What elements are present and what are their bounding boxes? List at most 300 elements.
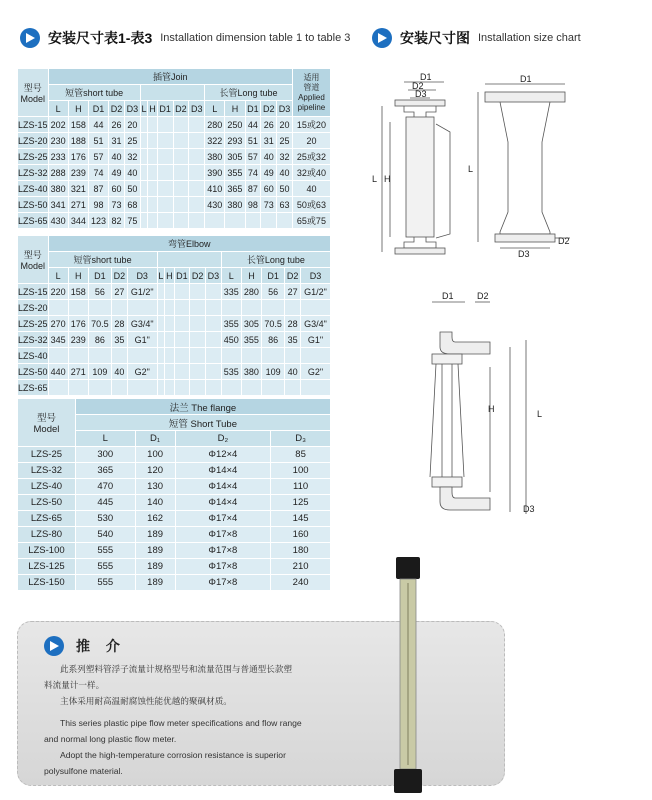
column-header: D1 <box>88 268 111 284</box>
value-cell: 355 <box>225 165 245 181</box>
column-header: D2 <box>261 101 277 117</box>
value-cell <box>165 300 174 316</box>
installation-diagram <box>360 62 640 522</box>
table-row <box>18 380 331 396</box>
value-cell: 180 <box>271 543 331 559</box>
value-cell: 158 <box>68 284 88 300</box>
value-cell: 98 <box>245 197 261 213</box>
value-cell <box>189 213 205 229</box>
value-cell: 280 <box>205 117 225 133</box>
value-cell <box>127 300 157 316</box>
value-cell: 26 <box>109 117 125 133</box>
value-cell <box>190 284 206 300</box>
header-title-en: Installation size chart <box>478 32 581 44</box>
table-row <box>18 559 331 575</box>
value-cell: G2" <box>301 364 331 380</box>
value-cell: 57 <box>88 149 108 165</box>
value-cell: 44 <box>245 117 261 133</box>
model-cell: LZS-40 <box>18 479 76 495</box>
arrow-right-icon <box>372 28 392 48</box>
table-row <box>18 149 331 165</box>
model-header: 型号 Model <box>18 236 49 284</box>
value-cell <box>241 300 261 316</box>
value-cell: 40 <box>109 149 125 165</box>
value-cell <box>157 380 165 396</box>
value-cell: 60 <box>261 181 277 197</box>
intro-en-line2: and normal long plastic flow meter. <box>44 734 177 744</box>
value-cell <box>221 380 241 396</box>
blank-header <box>157 252 221 268</box>
intro-zh-line3: 主体采用耐高温耐腐蚀性能优越的聚砜材质。 <box>60 696 232 706</box>
value-cell <box>140 117 148 133</box>
value-cell: Φ17×8 <box>175 527 271 543</box>
value-cell <box>174 300 190 316</box>
column-header: L <box>75 431 135 447</box>
value-cell: 65或75 <box>292 213 330 229</box>
intro-en-line1: This series plastic pipe flow meter specifications and flow range <box>60 718 302 728</box>
column-header: D₃ <box>271 431 331 447</box>
value-cell: 87 <box>88 181 108 197</box>
value-cell: 445 <box>75 495 135 511</box>
value-cell <box>190 300 206 316</box>
value-cell <box>190 316 206 332</box>
header-title-en: Installation dimension table 1 to table 3 <box>160 32 351 44</box>
label-d3-right: D3 <box>518 249 530 259</box>
column-header: D3 <box>206 268 222 284</box>
value-cell: 365 <box>75 463 135 479</box>
value-cell <box>285 380 301 396</box>
value-cell <box>174 284 190 300</box>
value-cell: 189 <box>135 527 175 543</box>
value-cell: 380 <box>241 364 261 380</box>
value-cell: 56 <box>88 284 111 300</box>
value-cell <box>173 213 189 229</box>
model-header: 型号 Model <box>18 399 76 447</box>
value-cell <box>173 117 189 133</box>
value-cell <box>301 380 331 396</box>
value-cell <box>206 284 222 300</box>
value-cell: 239 <box>68 165 88 181</box>
section-header-tables <box>20 28 350 48</box>
flange-meter-right-drawing <box>478 84 570 248</box>
value-cell: 51 <box>88 133 108 149</box>
label-d3: D3 <box>415 89 427 99</box>
value-cell <box>173 149 189 165</box>
value-cell: 250 <box>225 117 245 133</box>
value-cell <box>157 197 173 213</box>
value-cell <box>205 213 225 229</box>
intro-zh-line1: 此系列塑料管浮子流量计规格型号和流量范围与普通型长款塑 <box>60 664 293 674</box>
table-row <box>18 447 331 463</box>
value-cell: 56 <box>262 284 285 300</box>
value-cell <box>189 165 205 181</box>
value-cell: 390 <box>205 165 225 181</box>
value-cell <box>88 380 111 396</box>
value-cell <box>112 380 128 396</box>
column-header: D3 <box>124 101 140 117</box>
flow-meter-photo <box>390 557 426 793</box>
value-cell: 240 <box>271 575 331 591</box>
value-cell: 380 <box>48 181 68 197</box>
value-cell: 288 <box>48 165 68 181</box>
value-cell: G1" <box>127 332 157 348</box>
value-cell <box>165 380 174 396</box>
value-cell: G1" <box>301 332 331 348</box>
value-cell: 293 <box>225 133 245 149</box>
value-cell: 87 <box>245 181 261 197</box>
model-cell: LZS-50 <box>18 364 49 380</box>
value-cell: 25 <box>277 133 293 149</box>
value-cell: Φ14×4 <box>175 463 271 479</box>
join-dimension-table <box>17 68 331 229</box>
value-cell <box>68 380 88 396</box>
value-cell: 341 <box>48 197 68 213</box>
value-cell: 40 <box>124 165 140 181</box>
value-cell: G2" <box>127 364 157 380</box>
value-cell: 355 <box>241 332 261 348</box>
model-cell: LZS-65 <box>18 213 49 229</box>
table-row <box>18 213 331 229</box>
column-header: H <box>68 268 88 284</box>
value-cell <box>262 348 285 364</box>
value-cell: 40 <box>277 165 293 181</box>
value-cell <box>140 149 148 165</box>
value-cell: 109 <box>262 364 285 380</box>
value-cell: G3/4" <box>127 316 157 332</box>
value-cell <box>148 213 157 229</box>
value-cell: 220 <box>48 284 68 300</box>
value-cell: 176 <box>68 316 88 332</box>
table-row <box>18 511 331 527</box>
value-cell: 271 <box>68 364 88 380</box>
value-cell <box>157 284 165 300</box>
value-cell: 535 <box>221 364 241 380</box>
value-cell: 100 <box>135 447 175 463</box>
long-tube-header: 长管Long tube <box>221 252 330 268</box>
value-cell: 40 <box>285 364 301 380</box>
label-d2-elbow: D2 <box>477 291 489 301</box>
value-cell <box>262 300 285 316</box>
value-cell: 20 <box>292 133 330 149</box>
value-cell: 49 <box>261 165 277 181</box>
value-cell: 344 <box>68 213 88 229</box>
table-row <box>18 181 331 197</box>
value-cell: 70.5 <box>88 316 111 332</box>
value-cell: 123 <box>88 213 108 229</box>
value-cell <box>48 380 68 396</box>
group-header: 插管Join <box>48 69 292 85</box>
value-cell <box>157 300 165 316</box>
model-cell: LZS-25 <box>18 447 76 463</box>
value-cell: 345 <box>48 332 68 348</box>
value-cell: 140 <box>135 495 175 511</box>
column-header: D3 <box>127 268 157 284</box>
value-cell: 32 <box>124 149 140 165</box>
value-cell: 430 <box>48 213 68 229</box>
value-cell <box>88 300 111 316</box>
value-cell: 160 <box>271 527 331 543</box>
value-cell <box>173 133 189 149</box>
label-d2-right: D2 <box>558 236 570 246</box>
value-cell <box>157 133 173 149</box>
value-cell <box>190 332 206 348</box>
model-cell: LZS-15 <box>18 284 49 300</box>
value-cell <box>225 213 245 229</box>
value-cell: 188 <box>68 133 88 149</box>
value-cell: 189 <box>135 575 175 591</box>
column-header: L <box>205 101 225 117</box>
label-d1-right: D1 <box>520 74 532 84</box>
value-cell: 70.5 <box>262 316 285 332</box>
value-cell <box>157 332 165 348</box>
table-row <box>18 300 331 316</box>
model-cell: LZS-32 <box>18 463 76 479</box>
group-header: 法兰 The flange <box>75 399 330 415</box>
label-d1-elbow: D1 <box>442 291 454 301</box>
model-cell: LZS-50 <box>18 197 49 213</box>
model-cell: LZS-40 <box>18 181 49 197</box>
value-cell: 35 <box>285 332 301 348</box>
value-cell: 365 <box>225 181 245 197</box>
value-cell <box>157 117 173 133</box>
model-cell: LZS-25 <box>18 316 49 332</box>
value-cell: 25 <box>124 133 140 149</box>
value-cell: 32 <box>277 149 293 165</box>
column-header: L <box>140 101 148 117</box>
value-cell <box>140 197 148 213</box>
value-cell: G1/2" <box>127 284 157 300</box>
value-cell: 82 <box>109 213 125 229</box>
value-cell <box>241 348 261 364</box>
table-row <box>18 463 331 479</box>
column-header: D3 <box>301 268 331 284</box>
value-cell: G1/2" <box>301 284 331 300</box>
value-cell <box>48 300 68 316</box>
column-header: L <box>221 268 241 284</box>
value-cell: Φ12×4 <box>175 447 271 463</box>
value-cell <box>189 181 205 197</box>
header-title-zh: 安装尺寸图 <box>400 30 470 46</box>
label-h-elbow: H <box>488 404 495 414</box>
value-cell <box>301 348 331 364</box>
value-cell: 32或40 <box>292 165 330 181</box>
column-header: D3 <box>277 101 293 117</box>
value-cell: 430 <box>205 197 225 213</box>
column-header: D2 <box>285 268 301 284</box>
table-row <box>18 575 331 591</box>
model-cell: LZS-32 <box>18 332 49 348</box>
value-cell: 74 <box>88 165 108 181</box>
value-cell: 202 <box>48 117 68 133</box>
value-cell: 100 <box>271 463 331 479</box>
model-cell: LZS-100 <box>18 543 76 559</box>
value-cell: 540 <box>75 527 135 543</box>
column-header: D1 <box>245 101 261 117</box>
value-cell: 239 <box>68 332 88 348</box>
value-cell: 305 <box>241 316 261 332</box>
label-l: L <box>372 174 378 184</box>
value-cell <box>148 149 157 165</box>
value-cell <box>285 348 301 364</box>
value-cell <box>140 213 148 229</box>
header-title-zh: 安装尺寸表1-表3 <box>48 30 153 46</box>
value-cell: 109 <box>88 364 111 380</box>
value-cell <box>157 213 173 229</box>
blank-header <box>140 85 204 101</box>
value-cell: 51 <box>245 133 261 149</box>
table-row <box>18 197 331 213</box>
value-cell: 555 <box>75 543 135 559</box>
value-cell <box>241 380 261 396</box>
value-cell <box>190 380 206 396</box>
value-cell: 230 <box>48 133 68 149</box>
value-cell: 44 <box>88 117 108 133</box>
value-cell: 25或32 <box>292 149 330 165</box>
value-cell: 233 <box>48 149 68 165</box>
value-cell: 98 <box>88 197 108 213</box>
value-cell: 73 <box>109 197 125 213</box>
column-header: D₁ <box>135 431 175 447</box>
value-cell: 145 <box>271 511 331 527</box>
value-cell <box>173 165 189 181</box>
value-cell: 440 <box>48 364 68 380</box>
value-cell: 86 <box>88 332 111 348</box>
value-cell <box>221 348 241 364</box>
label-d3-elbow: D3 <box>523 504 535 514</box>
elbow-dimension-table <box>17 235 331 396</box>
value-cell <box>148 165 157 181</box>
short-tube-header: 短管 Short Tube <box>75 415 330 431</box>
model-cell: LZS-15 <box>18 117 49 133</box>
pipeline-header: 适用 管道 Applied pipeline <box>292 69 330 117</box>
long-tube-header: 长管Long tube <box>205 85 293 101</box>
label-d2: D2 <box>412 81 424 91</box>
value-cell <box>165 316 174 332</box>
value-cell: 130 <box>135 479 175 495</box>
flange-meter-left-drawing <box>382 82 450 254</box>
value-cell <box>174 332 190 348</box>
column-header: H <box>165 268 174 284</box>
value-cell: 555 <box>75 575 135 591</box>
arrow-right-icon <box>44 636 64 656</box>
table-row <box>18 133 331 149</box>
value-cell <box>174 364 190 380</box>
value-cell: 86 <box>262 332 285 348</box>
value-cell: 49 <box>109 165 125 181</box>
column-header: D2 <box>190 268 206 284</box>
intro-panel <box>17 621 505 786</box>
column-header: D2 <box>112 268 128 284</box>
value-cell <box>190 348 206 364</box>
intro-en-line3: Adopt the high-temperature corrosion resistance is superior <box>60 750 286 760</box>
value-cell: 189 <box>135 559 175 575</box>
value-cell: 120 <box>135 463 175 479</box>
value-cell <box>190 364 206 380</box>
intro-title: 推 介 <box>44 636 126 656</box>
value-cell <box>301 300 331 316</box>
value-cell: 189 <box>135 543 175 559</box>
value-cell: 27 <box>112 284 128 300</box>
value-cell <box>262 380 285 396</box>
value-cell <box>148 197 157 213</box>
intro-en-line4: polysulfone material. <box>44 766 123 776</box>
value-cell <box>68 348 88 364</box>
column-header: D₂ <box>175 431 271 447</box>
model-cell: LZS-25 <box>18 149 49 165</box>
table-row <box>18 316 331 332</box>
label-l-right: L <box>468 164 474 174</box>
table-row <box>18 332 331 348</box>
model-header: 型号 Model <box>18 69 49 117</box>
value-cell <box>140 133 148 149</box>
value-cell: 270 <box>48 316 68 332</box>
column-header: L <box>48 101 68 117</box>
value-cell <box>157 165 173 181</box>
value-cell <box>174 380 190 396</box>
model-cell: LZS-65 <box>18 511 76 527</box>
column-header: D1 <box>174 268 190 284</box>
value-cell: 35 <box>112 332 128 348</box>
table-row <box>18 364 331 380</box>
intro-zh-line2: 料流量计一样。 <box>44 680 105 690</box>
value-cell: 27 <box>285 284 301 300</box>
model-cell: LZS-65 <box>18 380 49 396</box>
column-header: D1 <box>88 101 108 117</box>
value-cell: 450 <box>221 332 241 348</box>
value-cell <box>173 197 189 213</box>
value-cell: 40 <box>112 364 128 380</box>
value-cell: 305 <box>225 149 245 165</box>
value-cell <box>165 364 174 380</box>
table-row <box>18 284 331 300</box>
section-header-chart <box>372 28 581 48</box>
value-cell: 555 <box>75 559 135 575</box>
value-cell <box>157 316 165 332</box>
column-header: D1 <box>262 268 285 284</box>
value-cell <box>206 380 222 396</box>
value-cell: 31 <box>109 133 125 149</box>
value-cell <box>127 380 157 396</box>
value-cell <box>206 364 222 380</box>
value-cell: G3/4" <box>301 316 331 332</box>
value-cell <box>206 332 222 348</box>
value-cell <box>140 181 148 197</box>
table-row <box>18 117 331 133</box>
value-cell <box>157 348 165 364</box>
value-cell <box>285 300 301 316</box>
value-cell: 40 <box>292 181 330 197</box>
value-cell: Φ17×4 <box>175 511 271 527</box>
value-cell: 15或20 <box>292 117 330 133</box>
value-cell <box>165 284 174 300</box>
value-cell: 50 <box>277 181 293 197</box>
value-cell: Φ17×8 <box>175 575 271 591</box>
model-cell: LZS-40 <box>18 348 49 364</box>
short-tube-header: 短管short tube <box>48 252 157 268</box>
model-cell: LZS-50 <box>18 495 76 511</box>
column-header: D2 <box>173 101 189 117</box>
value-cell <box>157 364 165 380</box>
value-cell <box>165 348 174 364</box>
column-header: H <box>68 101 88 117</box>
column-header: L <box>157 268 165 284</box>
column-header: H <box>241 268 261 284</box>
value-cell: 40 <box>261 149 277 165</box>
value-cell: 322 <box>205 133 225 149</box>
value-cell: 50 <box>124 181 140 197</box>
value-cell <box>174 316 190 332</box>
value-cell <box>148 181 157 197</box>
